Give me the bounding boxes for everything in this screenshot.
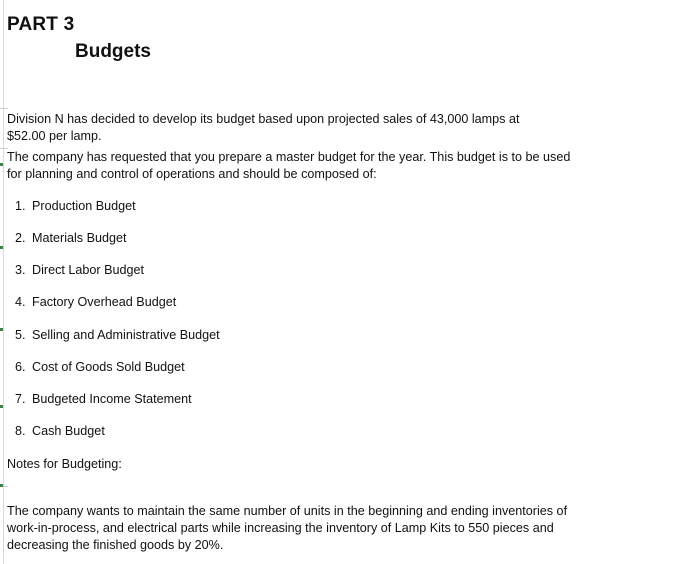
list-number: 8.	[15, 424, 26, 438]
cell-marker	[0, 484, 3, 487]
list-item	[15, 327, 220, 344]
list-label: Cash Budget	[32, 424, 105, 438]
list-item	[15, 423, 105, 440]
row-divider	[0, 108, 8, 109]
intro-line-2: $52.00 per lamp.	[7, 129, 102, 143]
list-number: 3.	[15, 263, 26, 277]
notes-line-3: decreasing the finished goods by 20%.	[7, 538, 224, 552]
request-line-2: for planning and control of operations and should be composed of:	[7, 167, 377, 181]
list-item	[15, 391, 192, 408]
request-paragraph	[7, 149, 647, 183]
list-number: 5.	[15, 328, 26, 342]
request-line-1: The company has requested that you prepare a master budget for the year. This budget is to be used	[7, 150, 571, 164]
list-item	[15, 198, 136, 215]
list-label: Direct Labor Budget	[32, 263, 145, 277]
cell-marker	[0, 246, 3, 249]
list-label: Factory Overhead Budget	[32, 295, 177, 309]
list-label: Selling and Administrative Budget	[32, 328, 220, 342]
notes-paragraph	[7, 503, 647, 554]
grid-line	[3, 0, 4, 564]
list-label: Cost of Goods Sold Budget	[32, 360, 185, 374]
list-item	[15, 230, 127, 247]
list-number: 1.	[15, 199, 26, 213]
list-number: 6.	[15, 360, 26, 374]
list-item	[15, 262, 144, 279]
list-item	[15, 359, 185, 376]
cell-marker	[0, 163, 3, 166]
list-number: 7.	[15, 392, 26, 406]
cell-marker	[0, 328, 3, 331]
list-label: Production Budget	[32, 199, 136, 213]
cell-marker	[0, 405, 3, 408]
intro-paragraph	[7, 111, 647, 145]
notes-heading: Notes for Budgeting:	[7, 457, 122, 471]
list-item	[15, 294, 176, 311]
list-label: Budgeted Income Statement	[32, 392, 192, 406]
list-label: Materials Budget	[32, 231, 127, 245]
page-title: Budgets	[75, 41, 151, 62]
notes-line-2: work-in-process, and electrical parts while increasing the inventory of Lamp Kits to 550 pieces and	[7, 521, 554, 535]
notes-line-1: The company wants to maintain the same number of units in the beginning and ending inventories of	[7, 504, 568, 518]
list-number: 2.	[15, 231, 26, 245]
intro-line-1: Division N has decided to develop its budget based upon projected sales of 43,000 lamps at	[7, 112, 520, 126]
part-title: PART 3	[7, 14, 75, 35]
list-number: 4.	[15, 295, 26, 309]
